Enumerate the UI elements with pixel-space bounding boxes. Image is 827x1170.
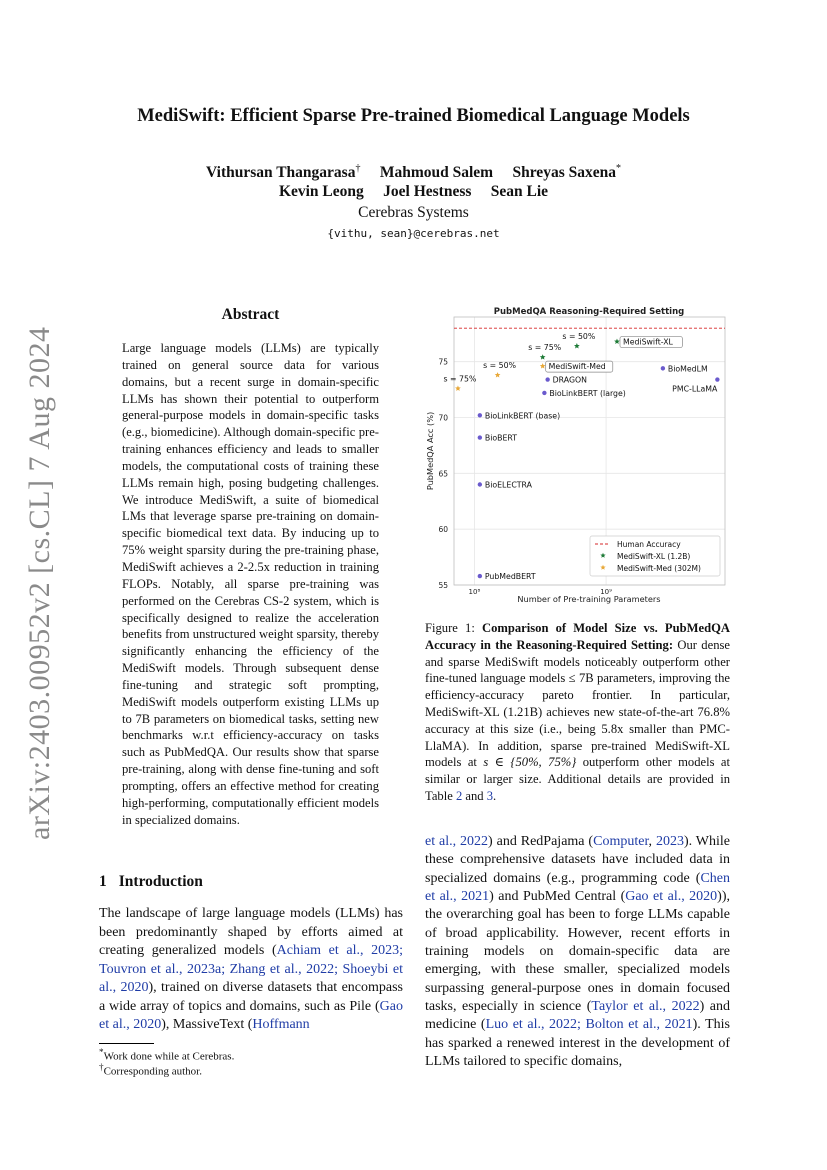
text-run: ), MassiveText (: [161, 1017, 253, 1032]
data-point-star: [540, 354, 546, 359]
data-label: BioBERT: [484, 433, 518, 443]
text-run: ) and medicine (: [425, 999, 730, 1033]
citation-link[interactable]: Hoffmann: [252, 1017, 310, 1032]
data-point-star: [495, 372, 501, 377]
affiliation: Cerebras Systems: [358, 204, 469, 221]
caption-text: Our dense and sparse MediSwift models noticeably outperform other fine-tuned language models ≤ 7B parameters, improving the efficiency-accuracy pareto frontier. In particular, MediSwift-XL (1.21B) achieves new state-of-the-art 76.8% accuracy at this size (i.e., being 5.8x smaller than PMC-LlaMA). In addition, sparse pre-trained MediSwift-XL models at: [425, 637, 730, 770]
caption-label: Figure 1:: [425, 621, 475, 635]
citation-link[interactable]: 2023: [655, 834, 684, 849]
abstract-heading: Abstract: [221, 306, 280, 323]
y-tick-label: 70: [438, 413, 448, 423]
y-tick-label: 55: [438, 581, 448, 590]
author: Shreyas Saxena: [512, 164, 616, 182]
caption-text: outperform other models at similar or larger size. Additional details are provided in Table: [425, 755, 731, 803]
data-point: [478, 482, 482, 486]
section-number: 1: [99, 873, 107, 890]
caption-bold: Comparison of Model Size vs. PubMedQA Accuracy in the Reasoning-Required Setting:: [425, 621, 730, 652]
authors-line-1: [0, 163, 827, 182]
author: Sean Lie: [490, 183, 549, 200]
y-tick-label: 75: [438, 357, 448, 367]
footnote-rule: [99, 1043, 154, 1044]
author-mark: *: [615, 163, 621, 174]
arxiv-side-label: arXiv:2403.00952v2 [cs.CL] 7 Aug 2024: [23, 326, 56, 840]
citation-link[interactable]: et al., 2022: [425, 834, 489, 849]
footnote-mark: *: [99, 1047, 104, 1057]
data-point: [545, 377, 549, 381]
citation-link[interactable]: Taylor et al., 2022: [591, 999, 700, 1015]
caption-text: .: [493, 788, 497, 803]
text-run: The landscape of large language models (LLMs) has been predominantly shaped by efforts aimed at creating generalized models (: [99, 906, 403, 958]
author-mark: †: [355, 163, 361, 174]
caption-text: and: [462, 788, 487, 803]
text-run: ,: [648, 834, 656, 849]
y-axis-label: PubMedQA Acc (%): [425, 411, 435, 491]
footnote-text: Corresponding author.: [103, 1065, 202, 1078]
data-label: MediSwift-Med: [548, 362, 606, 372]
text-run: ), trained on diverse datasets that encompass a wide array of topics and domains, such as Pile (: [99, 980, 404, 1014]
data-point: [661, 366, 665, 370]
author: Joel Hestness: [383, 183, 472, 200]
author: Vithursan Thangarasa: [206, 164, 356, 182]
x-tick-label: 10⁸: [468, 588, 481, 596]
right-column-paragraph: [425, 833, 730, 1071]
data-label: PMC-LLaMA: [672, 384, 718, 394]
legend-label: Human Accuracy: [617, 540, 681, 549]
data-point: [542, 391, 546, 395]
data-label: s = 75%: [528, 343, 562, 353]
data-point-star: [614, 339, 620, 344]
email: {vithu, sean}@cerebras.net: [327, 227, 500, 240]
data-point-star: [540, 363, 546, 368]
authors-line-2: [0, 183, 827, 201]
figure-caption: [425, 620, 730, 805]
section-heading: [99, 873, 203, 891]
data-point-star: [574, 343, 580, 348]
footnote-mark: †: [99, 1062, 104, 1072]
legend-label: MediSwift-Med (302M): [617, 564, 701, 573]
chart-legend: [590, 536, 720, 576]
data-label: s = 50%: [562, 332, 596, 342]
data-label: BioLinkBERT (base): [484, 411, 561, 421]
pubmedqa-scatter-chart: [422, 300, 734, 608]
citation-link[interactable]: Gao et al., 2020: [625, 889, 718, 905]
intro-paragraph: [99, 905, 403, 1035]
y-tick-label: 65: [438, 469, 448, 479]
citation-link[interactable]: Chen et al., 2021: [425, 870, 730, 905]
y-tick-label: 60: [438, 525, 448, 535]
text-run: )), the overarching goal has been to forge LLMs capable of broad applicability. However, recent efforts in training models on domain-specific data are emerging, with these smaller, specialized models surpassing general-purpose ones in domain focused tasks, especially in science (: [425, 889, 730, 1015]
citation-link[interactable]: Gao et al., 2020: [99, 998, 403, 1032]
data-label: BioMedLM: [667, 364, 708, 374]
section-title: Introduction: [118, 873, 203, 890]
data-label: BioELECTRA: [484, 480, 532, 490]
footnote: [99, 1047, 234, 1063]
author: Mahmoud Salem: [379, 164, 494, 182]
table-ref-link[interactable]: 3: [486, 788, 494, 803]
table-ref-link[interactable]: 2: [455, 788, 463, 803]
caption-math: s ∈ {50%, 75%}: [483, 755, 577, 770]
data-label: BioLinkBERT (large): [549, 388, 626, 398]
data-point-star: [455, 385, 461, 390]
citation-link[interactable]: Computer: [593, 834, 649, 849]
citation-link[interactable]: Luo et al., 2022; Bolton et al., 2021: [485, 1017, 693, 1033]
data-label: DRAGON: [552, 375, 587, 385]
text-run: ) and PubMed Central (: [489, 889, 626, 905]
data-point: [478, 574, 482, 578]
x-tick-label: 10⁹: [600, 588, 612, 596]
data-point: [478, 435, 482, 439]
text-run: ). While these comprehensive datasets have included data in specialized domains (e.g., programming code (: [425, 834, 731, 886]
citation-link[interactable]: Achiam et al., 2023; Touvron et al., 2023a; Zhang et al., 2022; Shoeybi et al., 2020: [99, 943, 403, 995]
author: Kevin Leong: [278, 183, 364, 200]
x-axis-label: Number of Pre-training Parameters: [517, 594, 661, 604]
data-label: PubMedBERT: [484, 572, 536, 582]
data-label: s = 75%: [443, 374, 477, 384]
footnote: [99, 1062, 202, 1078]
text-run: ). This has sparked a renewed interest in the development of LLMs tailored to specific domains,: [425, 1017, 730, 1070]
data-label: s = 50%: [483, 361, 517, 371]
legend-label: MediSwift-XL (1.2B): [617, 552, 691, 561]
paper-title: MediSwift: Efficient Sparse Pre-trained Biomedical Language Models: [137, 106, 690, 126]
data-label: MediSwift-XL: [622, 337, 673, 347]
text-run: ) and RedPajama (: [488, 834, 594, 849]
chart-title: PubMedQA Reasoning-Required Setting: [493, 307, 685, 317]
data-point: [715, 377, 719, 381]
footnote-text: Work done while at Cerebras.: [103, 1050, 235, 1063]
data-point: [478, 413, 482, 417]
abstract-text: Large language models (LLMs) are typically trained on general source data for various domains, but a recent surge in domain-specific LLMs has shown their potential to outperform general-purpose models in domain-specific tasks (e.g., biomedicine). Although domain-specific pre-training enhances efficiency and leads to smaller models, the computational costs of training these LLMs remain high, posing budgeting challenges. We introduce MediSwift, a suite of biomedical LMs that leverage sparse pre-training on domain-specific biomedical text data. By inducing up to 75% weight sparsity during the pre-training phase, MediSwift achieves a 2-2.5x reduction in training FLOPs. Notably, all sparse pre-training was performed on the Cerebras CS-2 system, which is specifically designed to realize the acceleration benefits from unstructured weight sparsity, thereby significantly enhancing the efficiency of the MediSwift models. Through subsequent dense fine-tuning and strategic soft prompting, MediSwift models outperform existing LLMs up to 7B parameters on biomedical tasks, setting new benchmarks w.r.t efficiency-accuracy on tasks such as PubMedQA. Our results show that sparse pre-training, along with dense fine-tuning and soft prompting, offers an effective method for creating high-performing, computationally efficient models in specialized domains.: [122, 341, 379, 827]
